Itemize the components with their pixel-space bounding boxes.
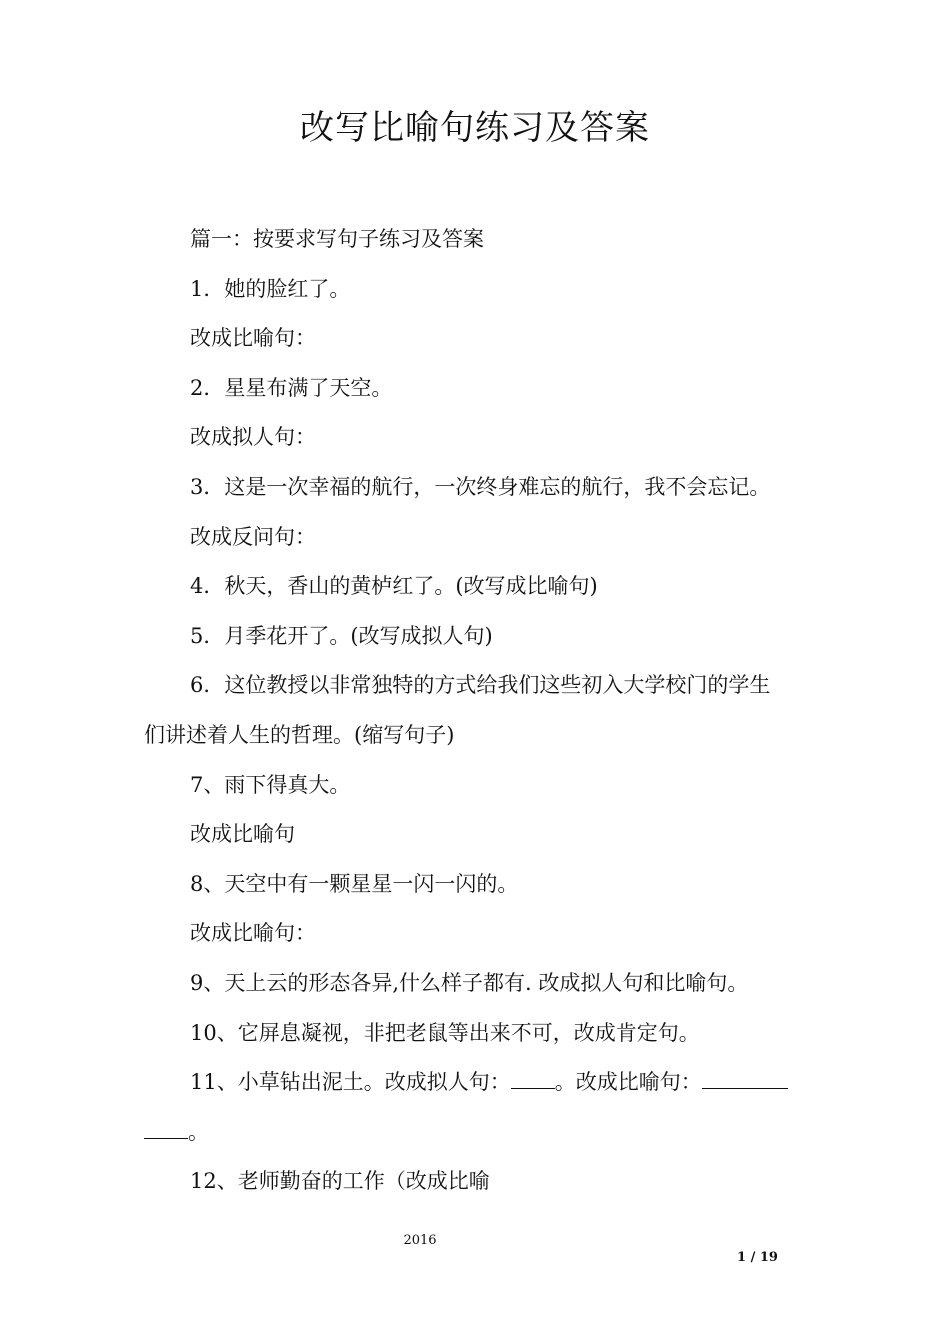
question-12: 12、老师勤奋的工作（改成比喻 <box>190 1169 490 1194</box>
document-body <box>144 215 808 1207</box>
question-1: 1．她的脸红了。 <box>190 276 351 301</box>
answer-blank-1 <box>511 1087 555 1089</box>
question-2: 2．星星布满了天空。 <box>190 375 393 400</box>
instruction-8: 改成比喻句： <box>190 921 316 946</box>
question-4: 4．秋天，香山的黄栌红了。(改写成比喻句) <box>190 574 598 599</box>
question-6-line-2: 们讲述着人生的哲理。(缩写句子) <box>144 722 455 747</box>
question-5: 5．月季花开了。(改写成拟人句) <box>190 623 493 648</box>
question-11-line-1 <box>144 1058 808 1108</box>
question-8: 8、天空中有一颗星星一闪一闪的。 <box>190 871 519 896</box>
instruction-2: 改成拟人句： <box>190 425 316 450</box>
answer-blank-3 <box>144 1137 188 1139</box>
instruction-1: 改成比喻句： <box>190 326 316 351</box>
page-number: 1 / 19 <box>737 1250 778 1265</box>
question-9: 9、天上云的形态各异,什么样子都有. 改成拟人句和比喻句。 <box>190 970 749 995</box>
question-11-line-2 <box>144 1108 808 1158</box>
question-6-line-1: 6．这位教授以非常独特的方式给我们这些初入大学校门的学生 <box>190 673 771 698</box>
question-3: 3．这是一次幸福的航行，一次终身难忘的航行，我不会忘记。 <box>190 474 771 499</box>
instruction-3: 改成反问句： <box>190 524 316 549</box>
answer-blank-2 <box>702 1087 788 1089</box>
question-11-text-a: 11、小草钻出泥土。改成拟人句： <box>190 1070 511 1095</box>
footer-year: 2016 <box>403 1233 437 1248</box>
question-11-text-c: 。 <box>188 1119 209 1144</box>
section-heading: 篇一：按要求写句子练习及答案 <box>190 227 484 251</box>
question-11-text-b: 。改成比喻句： <box>554 1070 702 1095</box>
question-10: 10、它屏息凝视，非把老鼠等出来不可，改成肯定句。 <box>190 1020 700 1045</box>
document-title: 改写比喻句练习及答案 <box>300 108 650 148</box>
question-7: 7、雨下得真大。 <box>190 772 351 797</box>
instruction-7: 改成比喻句 <box>190 822 295 847</box>
